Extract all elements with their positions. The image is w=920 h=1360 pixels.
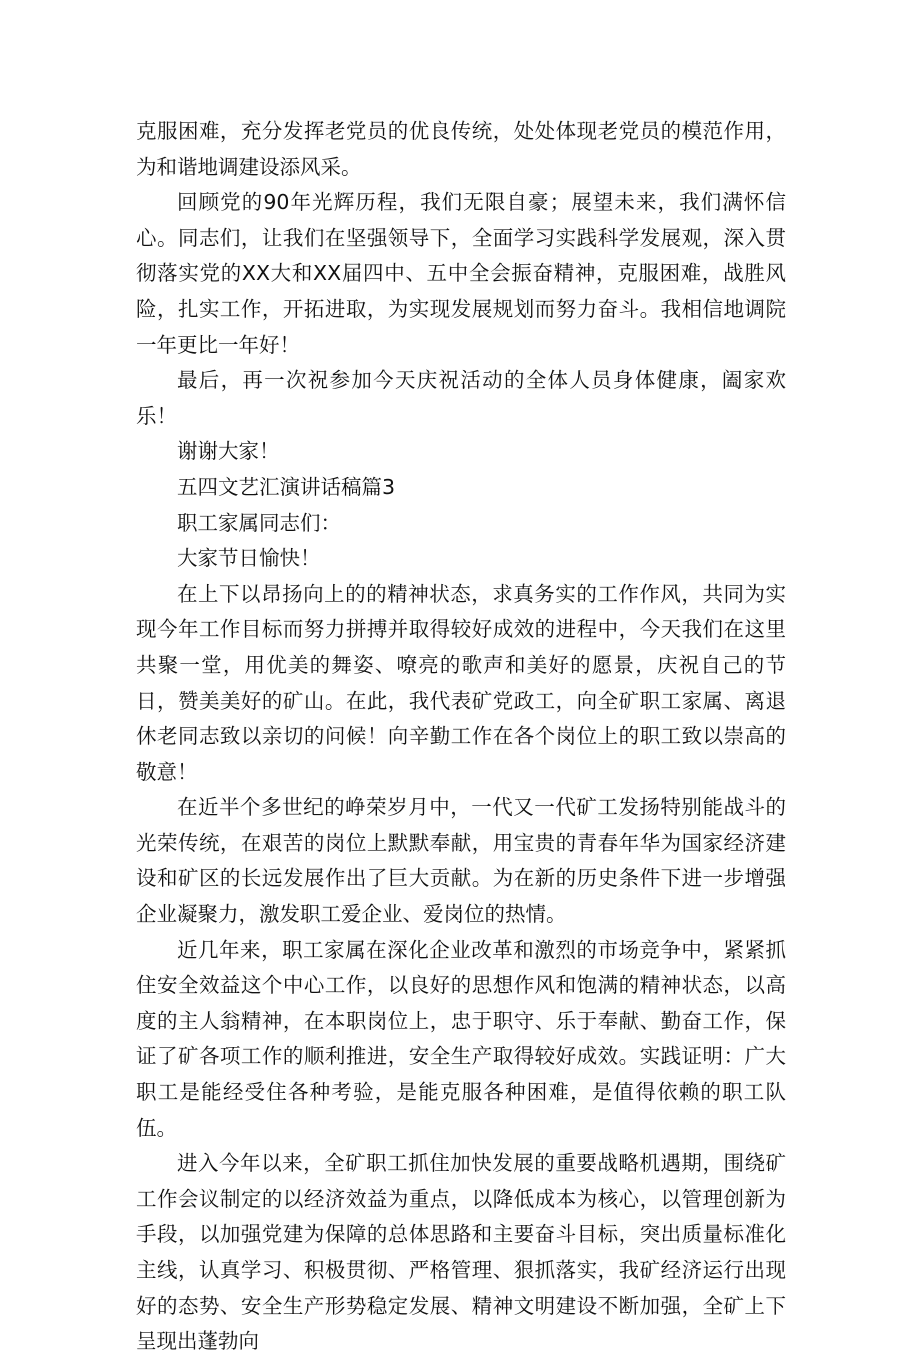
paragraph-gathering: 在上下以昂扬向上的的精神状态，求真务实的工作作风，共同为实现今年工作目标而努力拼搏并取得较好成效的进程中，今天我们在这里共聚一堂，用优美的舞姿、嘹亮的歌声和美好的愿景，庆祝自己的节日，赞美美好的矿山。在此，我代表矿党政工，向全矿职工家属、离退休老同志致以亲切的问候！向辛勤工作在各个岗位上的职工致以崇高的敬意！ (136, 581, 786, 784)
paragraph-history: 在近半个多世纪的峥荣岁月中，一代又一代矿工发扬特别能战斗的光荣传统，在艰苦的岗位上默默奉献，用宝贵的青春年华为国家经济建设和矿区的长远发展作出了巨大贡献。为在新的历史条件下进一步增强企业凝聚力，激发职工爱企业、爱岗位的热情。 (136, 795, 786, 927)
paragraph-closing-wish: 最后，再一次祝参加今天庆祝活动的全体人员身体健康，阖家欢乐！ (136, 368, 786, 428)
paragraph-thanks: 谢谢大家！ (177, 439, 280, 464)
paragraph-continuation: 克服困难，充分发挥老党员的优良传统，处处体现老党员的模范作用，为和谐地调建设添风采。 (136, 119, 786, 179)
greeting: 大家节日愉快！ (177, 546, 321, 571)
paragraph-review: 回顾党的90年光辉历程，我们无限自豪；展望未来，我们满怀信心。同志们，让我们在坚强领导下，全面学习实践科学发展观，深入贯彻落实党的XX大和XX届四中、五中全会振奋精神，克服困难，战胜风险，扎实工作，开拓进取，为实现发展规划而努力奋斗。我相信地调院一年更比一年好！ (136, 190, 786, 357)
salutation: 职工家属同志们： (177, 510, 341, 535)
document-body (136, 114, 786, 1360)
paragraph-this-year: 进入今年以来，全矿职工抓住加快发展的重要战略机遇期，围绕矿工作会议制定的以经济效益为重点，以降低成本为核心，以管理创新为手段，以加强党建为保障的总体思路和主要奋斗目标，突出质量标准化主线，认真学习、积极贯彻、严格管理、狠抓落实，我矿经济运行出现好的态势、安全生产形势稳定发展、精神文明建设不断加强，全矿上下呈现出蓬勃向 (136, 1151, 786, 1354)
section-heading: 五四文艺汇演讲话稿篇3 (177, 474, 396, 499)
paragraph-recent-years: 近几年来，职工家属在深化企业改革和激烈的市场竞争中，紧紧抓住安全效益这个中心工作，以良好的思想作风和饱满的精神状态，以高度的主人翁精神，在本职岗位上，忠于职守、乐于奉献、勤奋工作，保证了矿各项工作的顺利推进，安全生产取得较好成效。实践证明：广大职工是能经受住各种考验，是能克服各种困难，是值得依赖的职工队伍。 (136, 937, 786, 1140)
